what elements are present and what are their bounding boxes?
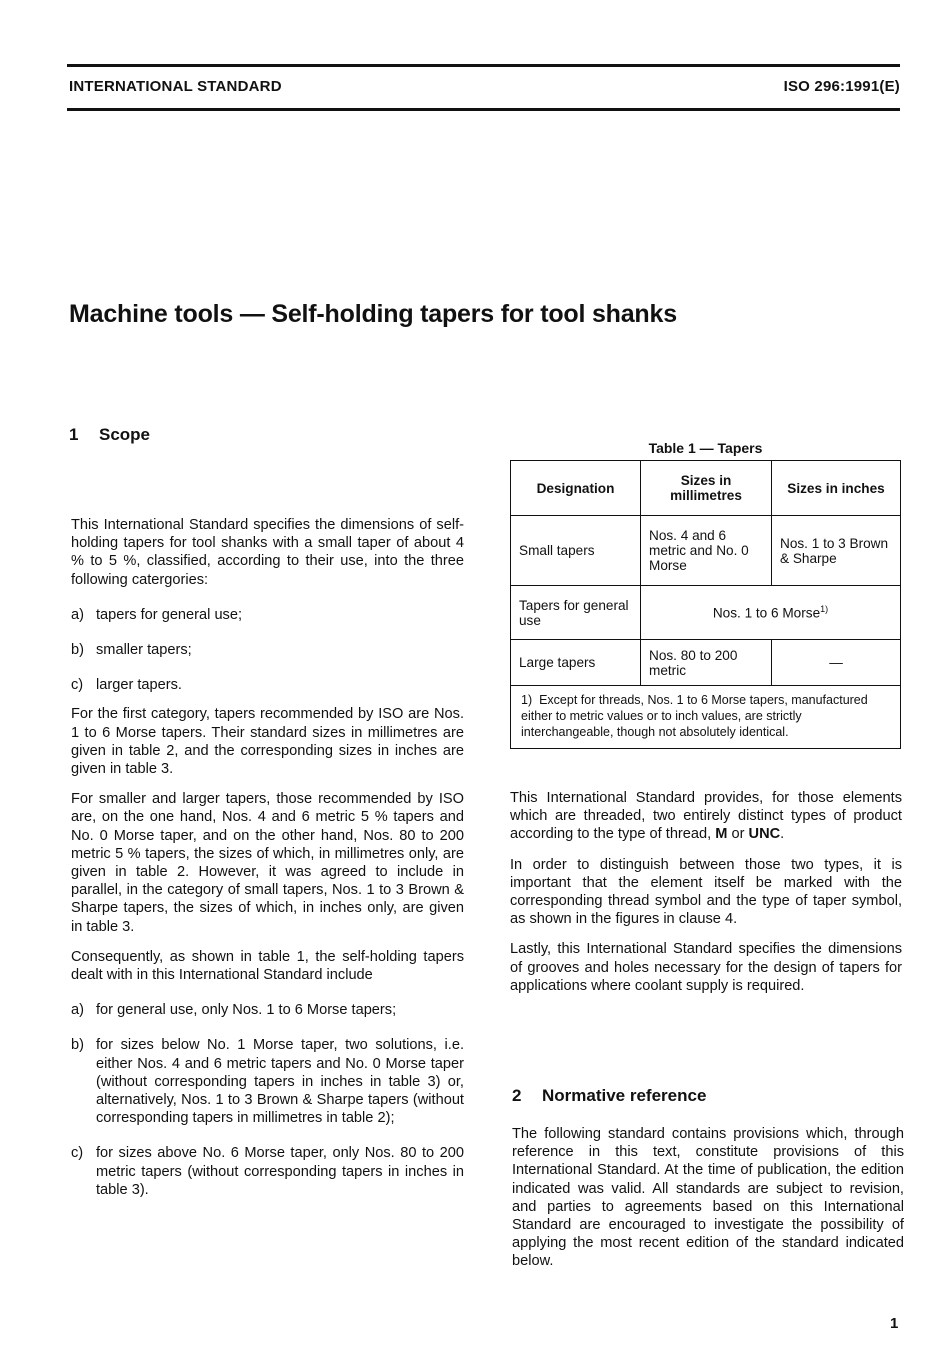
list-text: for sizes below No. 1 Morse taper, two solutions, i.e. either Nos. 4 and 6 metric tapers and No. 0 Morse taper (without corresponding tapers in inches in table 3) or, alternatively, Nos. 1 to 3 Brown & Sharpe tapers (without corresponding tapers in millimetres in table 2);: [96, 1037, 464, 1127]
list-marker: a): [71, 606, 84, 623]
footnote-ref: 1): [820, 604, 829, 615]
list-marker: c): [71, 677, 84, 694]
section-1-heading: [69, 425, 150, 445]
document-title: Machine tools — Self-holding tapers for tool shanks: [69, 300, 677, 328]
tapers-table: [510, 460, 901, 749]
footnote-text: Except for threads, Nos. 1 to 6 Morse tapers, manufactured either to metric values or to inch values, are strictly interchangeable, though not absolutely identical.: [521, 693, 868, 739]
section-2-number: 2: [512, 1086, 522, 1105]
right-column: [510, 789, 902, 1007]
list-marker: a): [71, 1002, 84, 1019]
scope-intro: This International Standard specifies the dimensions of self-holding tapers for tool shanks with a small taper of about 4 % to 5 %, classified, according to their use, into the three following catergories:: [71, 517, 464, 588]
header-document-number: ISO 296:1991(E): [783, 78, 900, 95]
table-row-general: [511, 586, 901, 640]
section-2-heading: [512, 1086, 706, 1106]
table-row-small: [511, 516, 901, 586]
thread-m: M: [715, 826, 728, 843]
table-footnote-row: [511, 686, 901, 749]
header-standard-label: INTERNATIONAL STANDARD: [69, 78, 282, 95]
header-top-rule: [67, 64, 900, 67]
section-2-body: [512, 1125, 904, 1283]
list-text: smaller tapers;: [96, 642, 192, 659]
footnote-marker: 1): [521, 693, 533, 707]
header-designation: Designation: [511, 461, 641, 516]
header-bottom-rule: [67, 108, 900, 111]
section-2-title: Normative reference: [542, 1086, 707, 1105]
include-item-b: [71, 1036, 464, 1127]
include-item-c: [71, 1144, 464, 1199]
list-marker: b): [71, 642, 84, 659]
cell-millimetres: Nos. 4 and 6 metric and No. 0 Morse: [641, 516, 772, 586]
para-normative: The following standard contains provisions which, through reference in this text, constitute provisions of this International Standard. At the time of publication, the edition indicated was valid. All standards are subject to revision, and parties to agreements based on this International Standard are encouraged to investigate the possibility of applying the most recent edition of the standard indicated below.: [512, 1126, 904, 1270]
header-millimetres: Sizes in millimetres: [641, 461, 772, 516]
include-item-a: [71, 1001, 464, 1019]
para-distinguish: In order to distinguish between those two types, it is important that the element itself be marked with the corresponding thread symbol and the type of taper symbol, as shown in the figures in clause 4.: [510, 856, 902, 928]
left-column: [71, 516, 464, 1216]
table-footnote: [511, 686, 901, 749]
list-marker: b): [71, 1037, 84, 1054]
header-inches: Sizes in inches: [772, 461, 901, 516]
para-threaded: [510, 789, 902, 844]
para-consequently: Consequently, as shown in table 1, the self-holding tapers dealt with in this International Standard include: [71, 948, 464, 984]
category-item-b: [71, 641, 464, 659]
cell-merged-morse: [641, 586, 901, 640]
para-threaded-text: This International Standard provides, for those elements which are threaded, two entirely distinct types of product according to the type of thread,: [510, 790, 902, 843]
list-text: for general use, only Nos. 1 to 6 Morse tapers;: [96, 1002, 397, 1019]
category-item-c: [71, 676, 464, 694]
cell-inches: —: [772, 640, 901, 686]
para-lastly: Lastly, this International Standard specifies the dimensions of grooves and holes necessary for the design of tapers for applications where coolant supply is required.: [510, 941, 902, 994]
table-1-caption: Table 1 — Tapers: [648, 440, 763, 456]
page-number: 1: [890, 1315, 899, 1332]
table-row-large: [511, 640, 901, 686]
list-text: for sizes above No. 6 Morse taper, only Nos. 80 to 200 metric tapers (without corresponding tapers in inches in table 3).: [96, 1145, 464, 1198]
cell-millimetres: Nos. 80 to 200 metric: [641, 640, 772, 686]
list-text: larger tapers.: [96, 677, 182, 694]
list-text: tapers for general use;: [96, 606, 243, 623]
para-first-category: For the first category, tapers recommended by ISO are Nos. 1 to 6 Morse tapers. Their standard sizes in millimetres are given in table 2, and the corresponding sizes in inches are given in table 3.: [71, 706, 464, 778]
cell-designation: Tapers for general use: [511, 586, 641, 640]
merged-text: Nos. 1 to 6 Morse: [712, 605, 821, 621]
thread-end: .: [780, 826, 785, 843]
thread-unc: UNC: [748, 826, 781, 843]
section-1-number: 1: [69, 425, 79, 444]
para-smaller-larger: For smaller and larger tapers, those recommended by ISO are, on the one hand, Nos. 4 and 6 metric 5 % tapers and No. 0 Morse taper, and on the other hand, Nos. 80 to 200 metric 5 % tapers, the sizes of which, in millimetres only, are given in table 2. However, it was agreed to include in parallel, in the category of small tapers, Nos. 1 to 3 Brown & Sharpe tapers, the sizes of which, in inches only, are given in table 3.: [71, 791, 464, 935]
list-marker: c): [71, 1145, 84, 1162]
cell-designation: Small tapers: [511, 516, 641, 586]
cell-designation: Large tapers: [511, 640, 641, 686]
section-1-title: Scope: [99, 425, 151, 444]
category-item-a: [71, 606, 464, 624]
thread-or: or: [727, 826, 749, 843]
cell-inches: Nos. 1 to 3 Brown & Sharpe: [772, 516, 901, 586]
table-header-row: [511, 461, 901, 516]
